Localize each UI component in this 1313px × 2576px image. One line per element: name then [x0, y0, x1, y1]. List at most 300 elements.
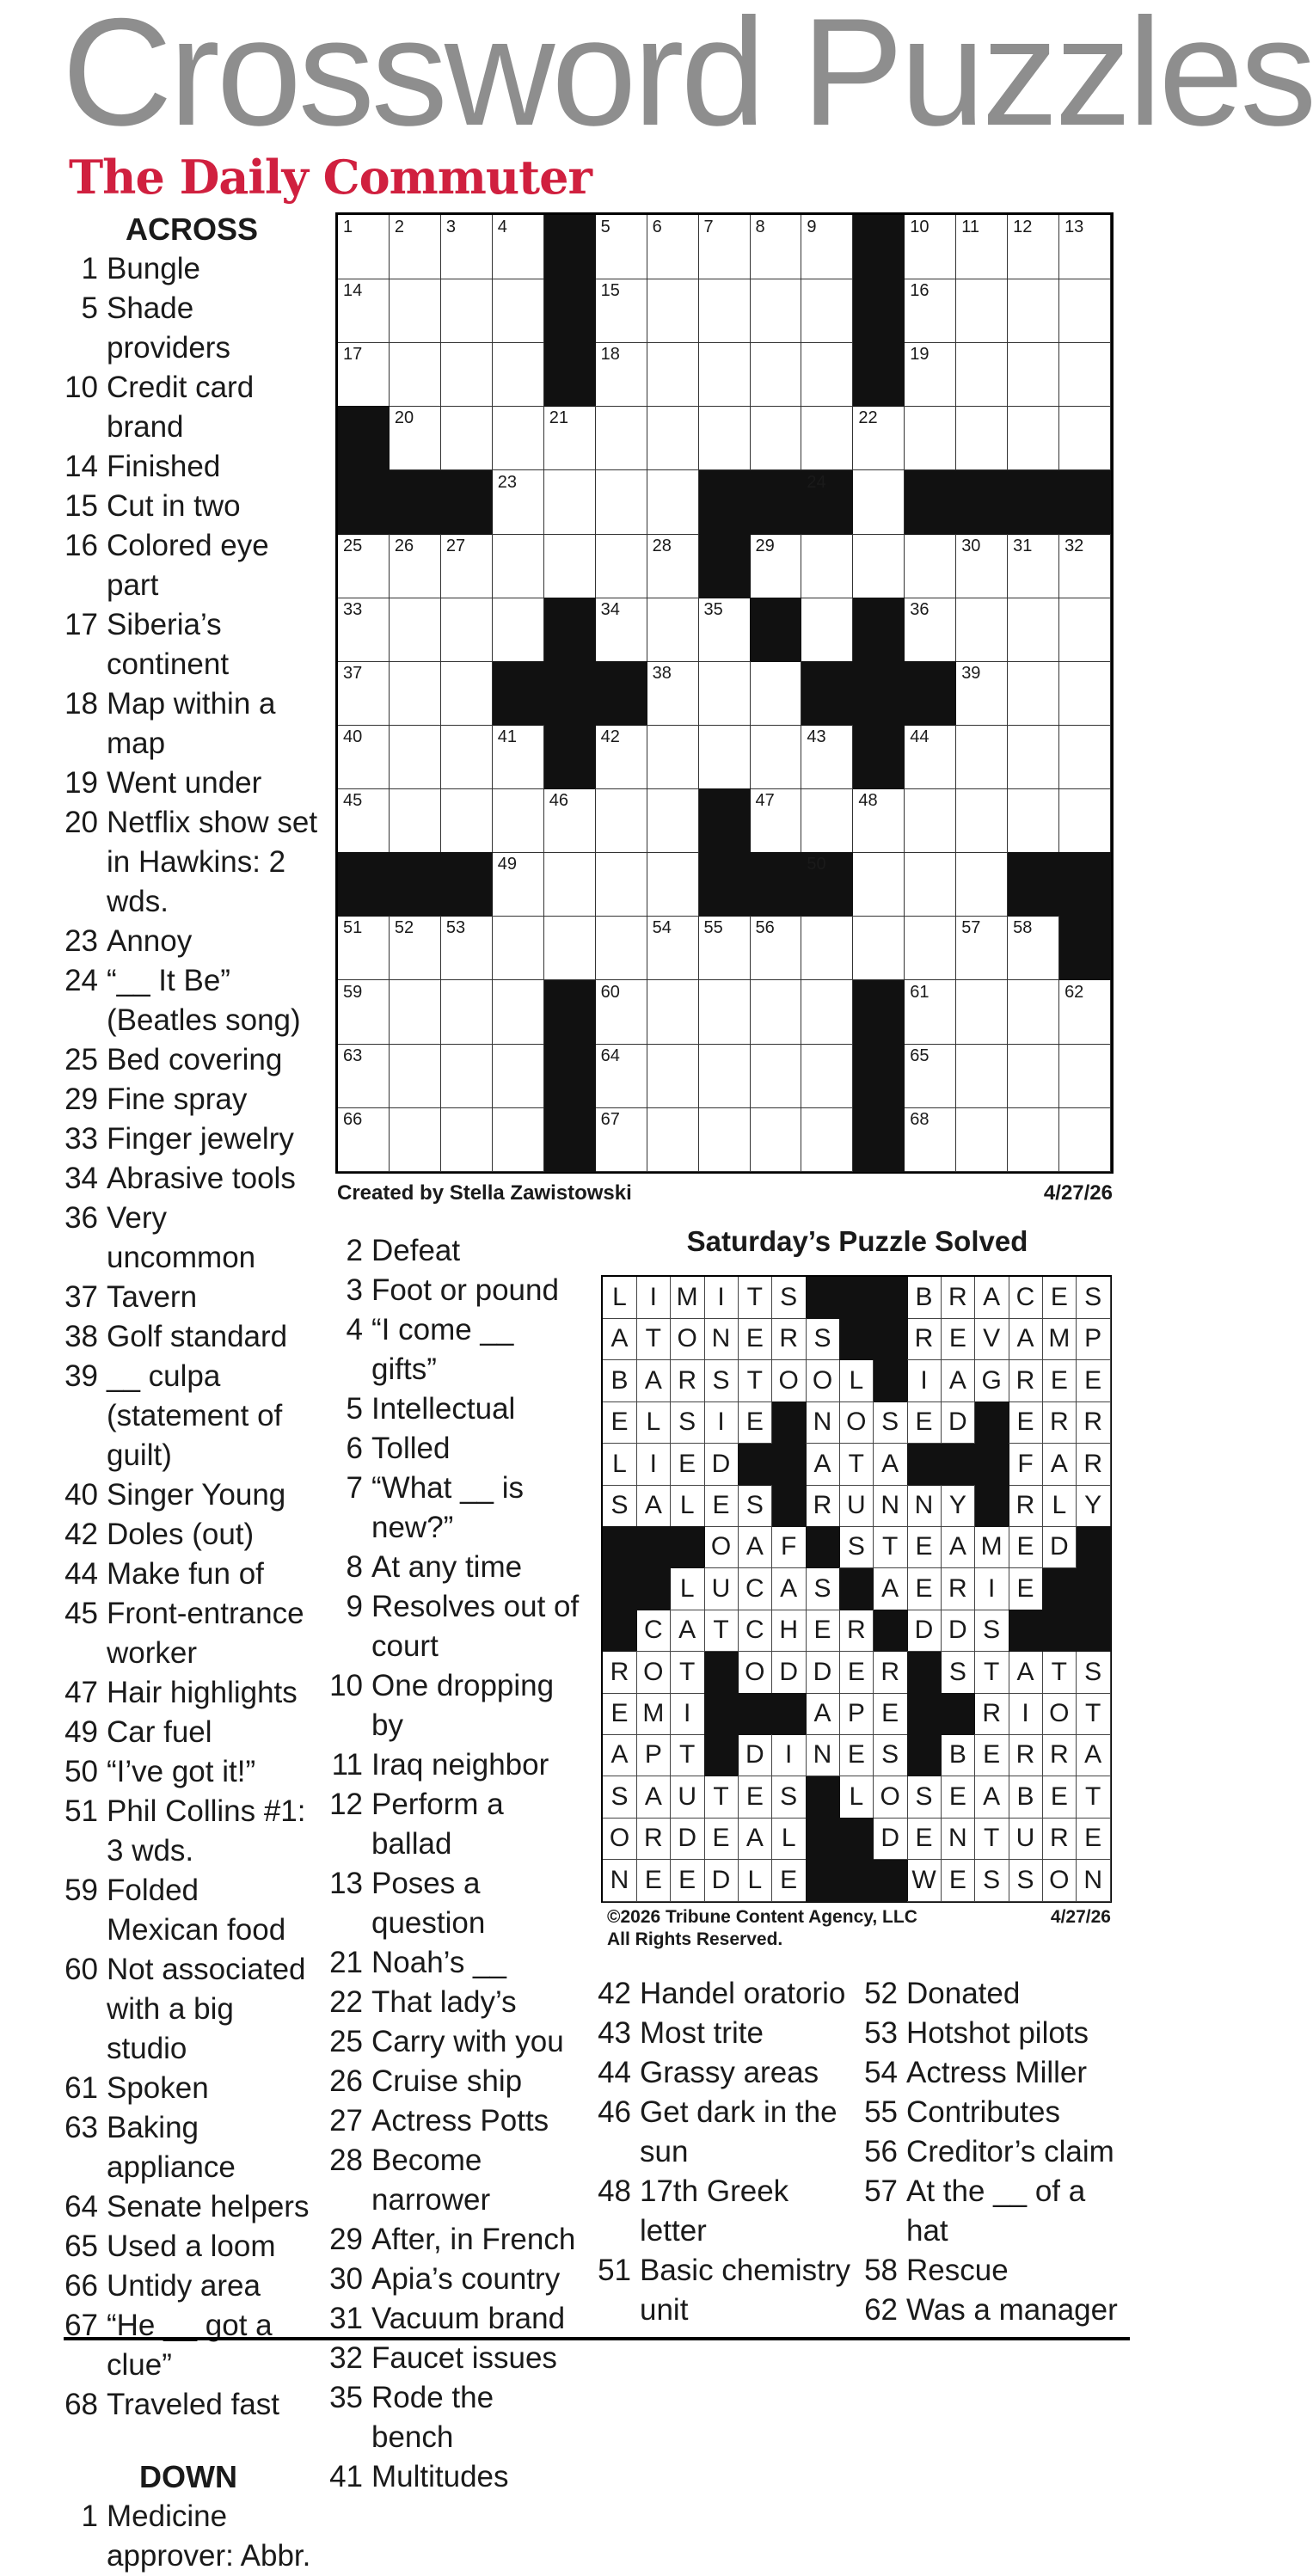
- solution-letter: L: [839, 1360, 874, 1402]
- black-square: [750, 470, 801, 535]
- solution-black-square: [772, 1693, 807, 1735]
- clue-text: Noah’s __: [371, 1946, 506, 1979]
- grid-cell[interactable]: [647, 406, 699, 470]
- clue-item: [325, 1943, 583, 1983]
- grid-cell[interactable]: [1008, 661, 1059, 726]
- grid-cell[interactable]: [544, 852, 596, 917]
- grid-cell[interactable]: [338, 661, 390, 726]
- grid-cell[interactable]: [801, 1044, 853, 1108]
- solution-black-square: [738, 1693, 772, 1735]
- clue-number: 51: [64, 1794, 98, 1828]
- grid-cell[interactable]: [905, 534, 956, 598]
- grid-cell[interactable]: [1008, 1044, 1059, 1108]
- grid-cell[interactable]: [596, 1107, 647, 1172]
- grid-cell[interactable]: [1008, 1107, 1059, 1172]
- black-square: [544, 1044, 596, 1108]
- grid-cell[interactable]: [647, 534, 699, 598]
- grid-cell[interactable]: [338, 279, 390, 343]
- clue-number: 42: [598, 1977, 631, 2010]
- grid-cell[interactable]: [596, 215, 647, 279]
- grid-cell[interactable]: [699, 916, 751, 980]
- clue-item: [325, 2457, 583, 2497]
- grid-cell[interactable]: [853, 406, 905, 470]
- clue-number: 16: [64, 529, 98, 562]
- solution-letter: C: [636, 1610, 671, 1652]
- solution-letter: P: [636, 1734, 671, 1776]
- grid-cell[interactable]: [750, 279, 801, 343]
- grid-cell[interactable]: [1059, 342, 1111, 407]
- grid-cell[interactable]: [1059, 980, 1111, 1045]
- down-clues-column-3: [593, 1974, 860, 2330]
- grid-cell[interactable]: [905, 1107, 956, 1172]
- clue-item: [325, 2062, 583, 2101]
- grid-cell[interactable]: [750, 916, 801, 980]
- grid-cell[interactable]: [647, 661, 699, 726]
- grid-cell[interactable]: [544, 788, 596, 853]
- solution-letter: D: [1042, 1526, 1077, 1568]
- grid-cell[interactable]: [390, 342, 441, 407]
- grid-cell[interactable]: [905, 1044, 956, 1108]
- grid-cell[interactable]: [441, 788, 493, 853]
- clue-text: Car fuel: [107, 1715, 212, 1749]
- grid-cell[interactable]: [956, 661, 1008, 726]
- grid-cell[interactable]: [699, 279, 751, 343]
- solution-black-square: [1009, 1610, 1043, 1652]
- grid-cell[interactable]: [647, 725, 699, 789]
- grid-cell[interactable]: [1008, 598, 1059, 662]
- solution-letter: T: [704, 1776, 739, 1819]
- solution-letter: P: [839, 1693, 874, 1735]
- clue-number: 44: [598, 2056, 631, 2089]
- solution-black-square: [636, 1526, 671, 1568]
- solution-letter: A: [1042, 1444, 1077, 1486]
- clue-text: Defeat: [371, 1234, 461, 1267]
- grid-cell[interactable]: [441, 661, 493, 726]
- grid-cell[interactable]: [750, 215, 801, 279]
- grid-cell[interactable]: [441, 1044, 493, 1108]
- black-square: [1059, 852, 1111, 917]
- grid-cell[interactable]: [338, 598, 390, 662]
- grid-cell[interactable]: [853, 852, 905, 917]
- grid-cell[interactable]: [338, 916, 390, 980]
- grid-cell[interactable]: [853, 788, 905, 853]
- grid-cell[interactable]: [956, 788, 1008, 853]
- clue-text: Intellectual: [371, 1392, 516, 1426]
- grid-cell[interactable]: [1059, 788, 1111, 853]
- solution-letter: E: [1009, 1526, 1043, 1568]
- grid-cell[interactable]: [493, 534, 544, 598]
- grid-cell[interactable]: [905, 406, 956, 470]
- grid-cell[interactable]: [801, 788, 853, 853]
- grid-cell[interactable]: [441, 342, 493, 407]
- grid-cell[interactable]: [493, 1044, 544, 1108]
- grid-cell[interactable]: [647, 980, 699, 1045]
- grid-cell[interactable]: [1008, 788, 1059, 853]
- grid-cell[interactable]: [801, 916, 853, 980]
- solution-letter: S: [704, 1360, 739, 1402]
- solution-black-square: [839, 1818, 874, 1860]
- clue-item: [325, 2260, 583, 2299]
- grid-cell[interactable]: [544, 406, 596, 470]
- grid-cell[interactable]: [750, 725, 801, 789]
- grid-cell[interactable]: [699, 598, 751, 662]
- grid-cell[interactable]: [647, 279, 699, 343]
- clue-item: [60, 1792, 318, 1871]
- grid-cell[interactable]: [390, 725, 441, 789]
- grid-cell[interactable]: [390, 1044, 441, 1108]
- grid-cell[interactable]: [390, 980, 441, 1045]
- grid-cell[interactable]: [1059, 215, 1111, 279]
- grid-cell[interactable]: [956, 916, 1008, 980]
- solution-letter: R: [1042, 1818, 1077, 1860]
- grid-cell[interactable]: [596, 916, 647, 980]
- grid-cell[interactable]: [441, 980, 493, 1045]
- grid-cell[interactable]: [596, 788, 647, 853]
- clue-text: Golf standard: [107, 1320, 288, 1353]
- clue-text: “I’ve got it!”: [107, 1755, 256, 1788]
- grid-cell[interactable]: [750, 661, 801, 726]
- grid-cell[interactable]: [493, 1107, 544, 1172]
- crossword-grid[interactable]: [335, 212, 1114, 1174]
- solution-letter: L: [839, 1776, 874, 1819]
- solution-letter: T: [975, 1652, 1009, 1694]
- grid-cell[interactable]: [699, 980, 751, 1045]
- solution-letter: I: [772, 1734, 807, 1776]
- clue-item: [60, 2497, 318, 2576]
- grid-cell[interactable]: [699, 661, 751, 726]
- clue-item: [325, 2378, 583, 2457]
- solution-letter: R: [839, 1610, 874, 1652]
- grid-cell[interactable]: [390, 534, 441, 598]
- grid-cell[interactable]: [750, 788, 801, 853]
- solution-letter: E: [874, 1693, 908, 1735]
- grid-cell[interactable]: [493, 725, 544, 789]
- grid-cell[interactable]: [905, 342, 956, 407]
- clue-item: [860, 2291, 1135, 2330]
- grid-cell[interactable]: [905, 279, 956, 343]
- grid-cell[interactable]: [493, 980, 544, 1045]
- cell-number: 20: [394, 408, 414, 428]
- clue-item: [60, 249, 318, 289]
- solution-letter: S: [975, 1610, 1009, 1652]
- solution-letter: S: [806, 1568, 840, 1610]
- grid-cell[interactable]: [596, 342, 647, 407]
- solution-letter: E: [704, 1818, 739, 1860]
- grid-cell[interactable]: [441, 1107, 493, 1172]
- grid-cell[interactable]: [390, 215, 441, 279]
- grid-cell[interactable]: [338, 215, 390, 279]
- solution-letter: S: [1077, 1652, 1111, 1694]
- grid-cell[interactable]: [905, 980, 956, 1045]
- grid-cell[interactable]: [956, 725, 1008, 789]
- clue-number: 38: [64, 1320, 98, 1353]
- grid-cell[interactable]: [647, 342, 699, 407]
- clue-text: Untidy area: [107, 2269, 261, 2303]
- grid-cell[interactable]: [338, 1044, 390, 1108]
- grid-cell[interactable]: [390, 788, 441, 853]
- grid-cell[interactable]: [647, 470, 699, 535]
- grid-cell[interactable]: [596, 279, 647, 343]
- grid-cell[interactable]: [956, 852, 1008, 917]
- solution-black-square: [874, 1360, 908, 1402]
- solution-letter: A: [874, 1568, 908, 1610]
- solution-letter: O: [806, 1360, 840, 1402]
- solution-letter: N: [704, 1318, 739, 1360]
- grid-cell[interactable]: [390, 406, 441, 470]
- grid-cell[interactable]: [596, 1044, 647, 1108]
- clue-item: [60, 1713, 318, 1752]
- grid-cell[interactable]: [956, 980, 1008, 1045]
- solution-black-square: [907, 1652, 942, 1694]
- cell-number: 48: [858, 791, 878, 811]
- grid-cell[interactable]: [801, 725, 853, 789]
- clue-number: 56: [864, 2135, 898, 2168]
- solution-letter: S: [1009, 1860, 1043, 1902]
- grid-cell[interactable]: [699, 1107, 751, 1172]
- grid-cell[interactable]: [1059, 598, 1111, 662]
- solution-letter: D: [772, 1652, 807, 1694]
- grid-cell[interactable]: [596, 980, 647, 1045]
- solution-letter: N: [806, 1734, 840, 1776]
- grid-cell[interactable]: [338, 725, 390, 789]
- clue-text: Resolves out of court: [371, 1590, 580, 1663]
- grid-cell[interactable]: [647, 598, 699, 662]
- grid-cell[interactable]: [801, 279, 853, 343]
- grid-cell[interactable]: [1008, 406, 1059, 470]
- solution-letter: D: [874, 1818, 908, 1860]
- grid-cell[interactable]: [801, 534, 853, 598]
- solution-letter: T: [704, 1610, 739, 1652]
- grid-cell[interactable]: [853, 534, 905, 598]
- solution-black-square: [636, 1568, 671, 1610]
- grid-cell[interactable]: [956, 1107, 1008, 1172]
- black-square: [544, 661, 596, 726]
- solution-black-square: [874, 1610, 908, 1652]
- grid-cell[interactable]: [1008, 725, 1059, 789]
- grid-cell[interactable]: [956, 1044, 1008, 1108]
- grid-cell[interactable]: [493, 598, 544, 662]
- grid-cell[interactable]: [699, 725, 751, 789]
- grid-cell[interactable]: [905, 852, 956, 917]
- grid-cell[interactable]: [905, 725, 956, 789]
- clue-item: [60, 2108, 318, 2187]
- grid-cell[interactable]: [1059, 534, 1111, 598]
- grid-cell[interactable]: [338, 788, 390, 853]
- solution-letter: F: [772, 1526, 807, 1568]
- clue-number: 34: [64, 1162, 98, 1195]
- grid-cell[interactable]: [699, 1044, 751, 1108]
- grid-cell[interactable]: [699, 215, 751, 279]
- grid-cell[interactable]: [956, 598, 1008, 662]
- grid-cell[interactable]: [1008, 215, 1059, 279]
- grid-cell[interactable]: [493, 342, 544, 407]
- clue-text: Bungle: [107, 252, 200, 285]
- solution-letter: R: [1042, 1401, 1077, 1444]
- grid-cell[interactable]: [801, 1107, 853, 1172]
- solution-black-square: [975, 1485, 1009, 1527]
- cell-number: 25: [343, 536, 363, 555]
- grid-cell[interactable]: [750, 980, 801, 1045]
- black-square: [750, 852, 801, 917]
- solution-black-square: [704, 1693, 739, 1735]
- clue-number: 24: [64, 964, 98, 997]
- grid-cell[interactable]: [390, 598, 441, 662]
- solution-letter: S: [975, 1860, 1009, 1902]
- grid-cell[interactable]: [493, 215, 544, 279]
- grid-cell[interactable]: [647, 1044, 699, 1108]
- cell-number: 44: [910, 727, 930, 747]
- solution-letter: E: [636, 1860, 671, 1902]
- solution-letter: T: [671, 1652, 705, 1694]
- clue-item: [60, 1555, 318, 1594]
- grid-cell[interactable]: [493, 916, 544, 980]
- grid-cell[interactable]: [750, 1044, 801, 1108]
- grid-cell[interactable]: [441, 279, 493, 343]
- grid-cell[interactable]: [1059, 725, 1111, 789]
- grid-cell[interactable]: [905, 788, 956, 853]
- clue-text: At the __ of a hat: [906, 2174, 1086, 2248]
- solution-letter: O: [704, 1526, 739, 1568]
- solution-letter: A: [603, 1318, 637, 1360]
- grid-cell[interactable]: [441, 598, 493, 662]
- grid-cell[interactable]: [390, 661, 441, 726]
- grid-cell[interactable]: [493, 406, 544, 470]
- grid-cell[interactable]: [699, 342, 751, 407]
- solution-letter: R: [1042, 1734, 1077, 1776]
- grid-cell[interactable]: [493, 788, 544, 853]
- clue-number: 31: [329, 2302, 363, 2335]
- grid-cell[interactable]: [596, 534, 647, 598]
- grid-cell[interactable]: [596, 852, 647, 917]
- clue-text: 17th Greek letter: [640, 2174, 789, 2248]
- grid-cell[interactable]: [390, 1107, 441, 1172]
- grid-cell[interactable]: [1008, 980, 1059, 1045]
- black-square: [699, 852, 751, 917]
- grid-cell[interactable]: [750, 534, 801, 598]
- grid-cell[interactable]: [1059, 1044, 1111, 1108]
- grid-cell[interactable]: [801, 598, 853, 662]
- grid-cell[interactable]: [338, 980, 390, 1045]
- grid-cell[interactable]: [1008, 342, 1059, 407]
- solution-black-square: [907, 1693, 942, 1735]
- grid-cell[interactable]: [1008, 534, 1059, 598]
- grid-cell[interactable]: [390, 279, 441, 343]
- grid-cell[interactable]: [750, 406, 801, 470]
- solution-letter: A: [874, 1444, 908, 1486]
- solution-letter: E: [839, 1734, 874, 1776]
- grid-cell[interactable]: [647, 215, 699, 279]
- clue-text: Vacuum brand: [371, 2302, 566, 2335]
- solution-letter: O: [603, 1818, 637, 1860]
- grid-cell[interactable]: [1059, 279, 1111, 343]
- clue-number: 9: [346, 1590, 363, 1623]
- cell-number: 2: [394, 218, 405, 236]
- grid-cell[interactable]: [1059, 661, 1111, 726]
- clue-text: Hair highlights: [107, 1676, 298, 1709]
- black-square: [853, 342, 905, 407]
- grid-cell[interactable]: [801, 406, 853, 470]
- grid-cell[interactable]: [905, 916, 956, 980]
- clue-text: “I come __ gifts”: [371, 1313, 514, 1386]
- grid-cell[interactable]: [338, 534, 390, 598]
- cell-number: 21: [549, 408, 568, 428]
- solution-black-square: [806, 1776, 840, 1819]
- solution-letter: N: [941, 1818, 975, 1860]
- solution-letter: L: [603, 1277, 637, 1319]
- grid-cell[interactable]: [647, 916, 699, 980]
- solution-letter: I: [636, 1444, 671, 1486]
- grid-cell[interactable]: [441, 916, 493, 980]
- cell-number: 57: [961, 918, 981, 938]
- clue-item: [60, 447, 318, 487]
- grid-cell[interactable]: [956, 342, 1008, 407]
- clue-number: 6: [346, 1432, 363, 1465]
- solution-letter: N: [1077, 1860, 1111, 1902]
- grid-cell[interactable]: [905, 215, 956, 279]
- grid-cell[interactable]: [956, 534, 1008, 598]
- grid-cell[interactable]: [801, 980, 853, 1045]
- grid-cell[interactable]: [801, 215, 853, 279]
- grid-cell[interactable]: [596, 406, 647, 470]
- grid-cell[interactable]: [905, 598, 956, 662]
- grid-cell[interactable]: [750, 1107, 801, 1172]
- solution-black-square: [772, 1401, 807, 1444]
- grid-cell[interactable]: [544, 470, 596, 535]
- grid-cell[interactable]: [647, 1107, 699, 1172]
- grid-cell[interactable]: [441, 406, 493, 470]
- grid-cell[interactable]: [699, 406, 751, 470]
- grid-cell[interactable]: [1008, 916, 1059, 980]
- grid-cell[interactable]: [493, 279, 544, 343]
- black-square: [853, 1107, 905, 1172]
- black-square: [544, 725, 596, 789]
- grid-cell[interactable]: [801, 342, 853, 407]
- clue-item: [60, 2385, 318, 2425]
- grid-cell[interactable]: [441, 534, 493, 598]
- grid-cell[interactable]: [956, 406, 1008, 470]
- cell-number: 30: [961, 536, 981, 555]
- grid-cell[interactable]: [596, 470, 647, 535]
- grid-cell[interactable]: [338, 342, 390, 407]
- cell-number: 5: [600, 218, 610, 236]
- grid-cell[interactable]: [338, 1107, 390, 1172]
- grid-cell[interactable]: [390, 916, 441, 980]
- solution-black-square: [839, 1860, 874, 1902]
- grid-cell[interactable]: [493, 470, 544, 535]
- clue-number: 21: [329, 1946, 363, 1979]
- solution-letter: O: [636, 1652, 671, 1694]
- grid-cell[interactable]: [493, 852, 544, 917]
- grid-cell[interactable]: [853, 470, 905, 535]
- grid-cell[interactable]: [853, 916, 905, 980]
- grid-cell[interactable]: [1059, 406, 1111, 470]
- grid-cell[interactable]: [956, 215, 1008, 279]
- grid-cell[interactable]: [544, 916, 596, 980]
- grid-cell[interactable]: [441, 725, 493, 789]
- grid-cell[interactable]: [647, 852, 699, 917]
- grid-cell[interactable]: [544, 534, 596, 598]
- grid-cell[interactable]: [596, 725, 647, 789]
- grid-cell[interactable]: [1008, 279, 1059, 343]
- grid-cell[interactable]: [750, 342, 801, 407]
- grid-cell[interactable]: [1059, 1107, 1111, 1172]
- grid-cell[interactable]: [596, 598, 647, 662]
- grid-cell[interactable]: [956, 279, 1008, 343]
- grid-cell[interactable]: [647, 788, 699, 853]
- grid-cell[interactable]: [441, 215, 493, 279]
- clue-item: [860, 2132, 1135, 2172]
- clue-number: 58: [864, 2254, 898, 2287]
